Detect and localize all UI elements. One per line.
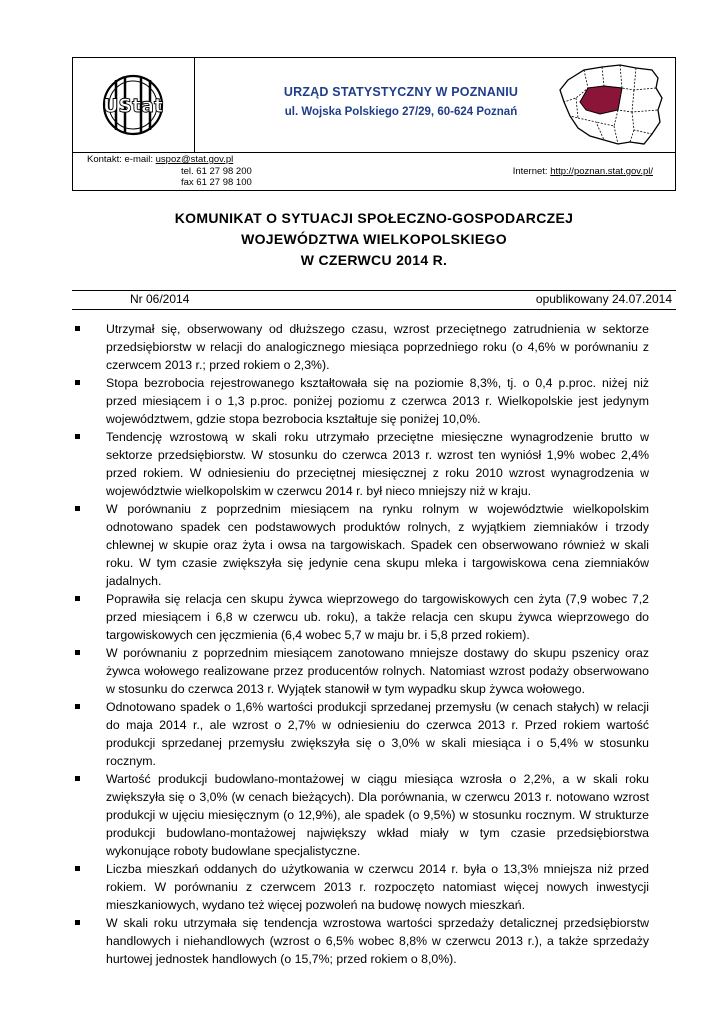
map-cell — [608, 58, 675, 152]
title-line-1: KOMUNIKAT O SYTUACJI SPOŁECZNO-GOSPODARCZEJ — [174, 210, 574, 226]
bullet-icon — [75, 596, 80, 601]
list-item — [75, 644, 649, 698]
list-item-text: Utrzymał się, obserwowany od dłuższego czasu, wzrost przeciętnego zatrudnienia w sektorze przedsiębiorstw w relacji do analogicznego miesiąca poprzedniego roku (o 4,6% w porównaniu z czerwcem 2013 r.; przed rokiem o 2,3%). — [106, 322, 649, 372]
org-address: ul. Wojska Polskiego 27/29, 60-624 Poznań — [284, 106, 518, 118]
list-item — [75, 374, 649, 428]
bullet-icon — [75, 506, 80, 511]
bullet-icon — [75, 326, 80, 331]
list-item — [75, 428, 649, 500]
summary-list — [75, 320, 649, 968]
poland-map-icon — [540, 58, 680, 152]
list-item — [75, 770, 649, 860]
published-date: opublikowany 24.07.2014 — [535, 292, 672, 306]
bullet-icon — [75, 650, 80, 655]
list-item — [75, 590, 649, 644]
title-line-3: W CZERWCU 2014 R. — [300, 252, 448, 268]
contact-bar — [72, 153, 676, 191]
internet-link[interactable]: http://poznan.stat.gov.pl/ — [550, 166, 653, 177]
list-item-text: Liczba mieszkań oddanych do użytkowania w czerwcu 2014 r. była o 13,3% mniejsza niż przed rokiem. W porównaniu z czerwcem 2013 r. rozpoczęto natomiast więcej nowych inwestycji mieszkaniowych, wydano też więcej pozwoleń na budowę nowych mieszkań. — [106, 862, 649, 912]
title-line-2: WOJEWÓDZTWA WIELKOPOLSKIEGO — [241, 231, 507, 247]
internet-label: Internet: — [512, 166, 548, 177]
list-item — [75, 860, 649, 914]
list-item — [75, 320, 649, 374]
contact-right — [513, 166, 653, 178]
bullet-icon — [75, 920, 80, 925]
email-label: Kontakt: e-mail: — [87, 154, 153, 165]
list-item-text: Wartość produkcji budowlano-montażowej w ciągu miesiąca wzrosła o 2,2%, a w skali roku zwiększyła się o 3,0% (w cenach bieżących). Dla porównania, w czerwcu 2013 r. notowano wzrost produkcji w ujęciu miesięcznym (o 12,9%), ale spadek (o 9,5%) w stosunku rocznym. W strukturze produkcji budowlano-montażowej największy wkład miały w tym czasie przedsiębiorstwa wykonujące roboty budowlane specjalistyczne. — [106, 772, 649, 858]
list-item — [75, 914, 649, 968]
bullet-icon — [75, 434, 80, 439]
tel: tel. 61 27 98 200 — [181, 165, 252, 177]
list-item-text: Stopa bezrobocia rejestrowanego kształtowała się na poziomie 8,3%, tj. o 0,4 p.proc. niżej niż przed miesiącem i o 1,3 p.proc. poniżej poziomu z czerwca 2013 r. Wielkopolskie jest jedynym województwem, gdzie stopa bezrobocia kształtuje się poniżej 10,0%. — [106, 376, 649, 426]
email-link[interactable]: uspoz@stat.gov.pl — [155, 154, 234, 165]
bullet-icon — [75, 866, 80, 871]
bullet-icon — [75, 380, 80, 385]
ustat-logo — [73, 58, 194, 152]
issue-number: Nr 06/2014 — [130, 292, 190, 306]
header-box — [72, 57, 676, 153]
list-item — [75, 500, 649, 590]
issue-meta-bar — [72, 290, 676, 310]
logo-cell — [73, 58, 195, 152]
list-item-text: W porównaniu z poprzednim miesiącem na rynku rolnym w województwie wielkopolskim odnotowano spadek cen podstawowych produktów rolnych, z wyjątkiem ziemniaków i trzody chlewnej w skupie oraz żyta i owsa na targowiskach. Spadek cen obserwowano również w skali roku. W tym czasie zwiększyła się jedynie cena skupu mleka i targowiskowa cena ziemniaków jadalnych. — [106, 502, 649, 588]
wielkopolska-highlight — [580, 86, 622, 114]
list-item-text: W skali roku utrzymała się tendencja wzrostowa wartości sprzedaży detalicznej przedsiębiorstw handlowych i niehandlowych (wzrost o 6,5% wobec 8,8% w czerwcu 2013 r.), a także sprzedaży hurtowej jednostek handlowych (o 15,7%; przed rokiem o 8,0%). — [106, 916, 649, 966]
bullet-icon — [75, 776, 80, 781]
list-item-text: Tendencję wzrostową w skali roku utrzymało przeciętne miesięczne wynagrodzenie brutto w sektorze przedsiębiorstw. W stosunku do czerwca 2013 r. wzrost ten wyniósł 1,9% wobec 2,4% przed rokiem. W odniesieniu do przeciętnej miesięcznej z roku 2010 wzrost wynagrodzenia w województwie wielkopolskim w czerwcu 2014 r. był nieco mniejszy niż w kraju. — [106, 430, 649, 498]
list-item — [75, 698, 649, 770]
contact-left — [87, 154, 252, 189]
bullet-icon — [75, 704, 80, 709]
list-item-text: Odnotowano spadek o 1,6% wartości produkcji sprzedanej przemysłu (w cenach stałych) w relacji do maja 2014 r., ale wzrost o 2,7% w odniesieniu do czerwca 2013 r. Przed rokiem wartość produkcji sprzedanej przemysłu zwiększyła się o 3,0% w skali miesiąca i o 5,4% w stosunku rocznym. — [106, 700, 649, 768]
list-item-text: W porównaniu z poprzednim miesiącem zanotowano mniejsze dostawy do skupu pszenicy oraz żywca wołowego realizowane przez producentów rolnych. Natomiast wzrost podaży obserwowano w stosunku do czerwca 2013 r. Wyjątek stanowił w tym wypadku skup żywca wołowego. — [106, 646, 649, 696]
fax: fax 61 27 98 100 — [181, 177, 252, 188]
report-title — [72, 208, 676, 271]
org-name: URZĄD STATYSTYCZNY W POZNANIU — [283, 85, 519, 99]
logo-text: UStat — [102, 95, 164, 117]
list-item-text: Poprawiła się relacja cen skupu żywca wieprzowego do targowiskowych cen żyta (7,9 wobec 7,2 przed miesiącem i 6,8 w czerwcu ub. roku), a także relacja cen skupu żywca wieprzowego do targowiskowych cen jęczmienia (6,4 wobec 5,7 w maju br. i 5,8 przed rokiem). — [106, 592, 649, 642]
